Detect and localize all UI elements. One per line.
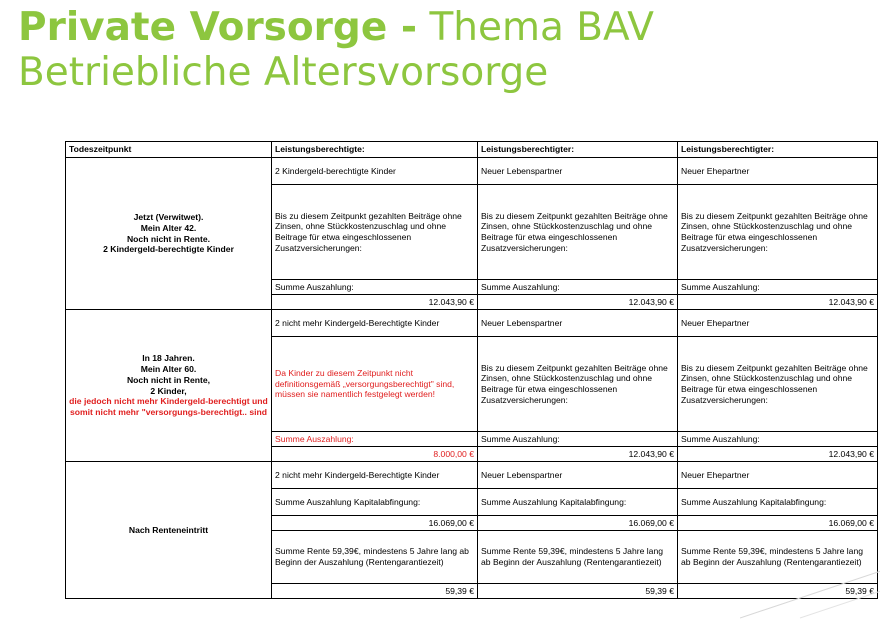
- lead-cell-now: [66, 158, 272, 310]
- bav-table: [65, 141, 878, 599]
- lead-line: Jetzt (Verwitwet).: [133, 212, 204, 223]
- condition-cell: Bis zu diesem Zeitpunkt gezahlten Beiträge ohne Zinsen, ohne Stückkostenzuschlag und ohne Beitrage für etwa eingeschlossenen Zusatzversicherungen:: [678, 337, 878, 432]
- lead-warning: die jedoch nicht mehr Kindergeld-berechtigt und somit nicht mehr "versorgungs-berechtigt.. sind: [69, 396, 268, 417]
- decorative-line: [740, 568, 880, 618]
- kapital-label: Summe Auszahlung Kapitalabfingung:: [272, 489, 478, 516]
- sum-label: Summe Auszahlung:: [678, 280, 878, 295]
- table-row: [66, 158, 878, 185]
- lead-line: Nach Renteneintritt: [128, 524, 209, 535]
- condition-cell: Bis zu diesem Zeitpunkt gezahlten Beiträge ohne Zinsen, ohne Stückkostenzuschlag und ohne Beitrage für etwa eingeschlossenen Zusatzversicherungen:: [478, 337, 678, 432]
- sum-value: 8.000,00 €: [272, 447, 478, 462]
- kapital-value: 16.069,00 €: [478, 516, 678, 531]
- decorative-lines: [740, 560, 880, 620]
- beneficiary-cell: 2 nicht mehr Kindergeld-Berechtigte Kinder: [272, 462, 478, 489]
- kapital-value: 16.069,00 €: [678, 516, 878, 531]
- beneficiary-cell: 2 nicht mehr Kindergeld-Berechtigte Kinder: [272, 310, 478, 337]
- table-row: [66, 310, 878, 337]
- beneficiary-cell: Neuer Lebenspartner: [478, 158, 678, 185]
- sum-value: 12.043,90 €: [678, 447, 878, 462]
- beneficiary-cell: Neuer Lebenspartner: [478, 310, 678, 337]
- header-cell: Leistungsberechtigte:: [272, 142, 478, 158]
- beneficiary-cell: Neuer Ehepartner: [678, 462, 878, 489]
- sum-label: Summe Auszahlung:: [478, 432, 678, 447]
- lead-cell-18-years: [66, 310, 272, 462]
- beneficiary-cell: 2 Kindergeld-berechtigte Kinder: [272, 158, 478, 185]
- rente-label: Summe Rente 59,39€, mindestens 5 Jahre lang ab Beginn der Auszahlung (Rentengarantiezeit): [678, 531, 878, 584]
- condition-cell: Bis zu diesem Zeitpunkt gezahlten Beiträge ohne Zinsen, ohne Stückkostenzuschlag und ohne Beitrage für etwa eingeschlossenen Zusatzversicherungen:: [678, 185, 878, 280]
- kapital-label: Summe Auszahlung Kapitalabfingung:: [678, 489, 878, 516]
- lead-line: Noch nicht in Rente.: [126, 233, 211, 244]
- rente-value: 59,39 €: [478, 584, 678, 599]
- title-line-2: Betriebliche Altersvorsorge: [18, 50, 549, 95]
- beneficiary-cell: Neuer Ehepartner: [678, 310, 878, 337]
- lead-cell-retirement: [66, 462, 272, 599]
- rente-label: Summe Rente 59,39€, mindestens 5 Jahre lang ab Beginn der Auszahlung (Rentengarantiezeit): [478, 531, 678, 584]
- condition-cell: Da Kinder zu diesem Zeitpunkt nicht definitionsgemäß „versorgungsberechtigt" sind, müssen sie namentlich festgelegt werden!: [272, 337, 478, 432]
- title-bold-part: Private Vorsorge -: [18, 5, 418, 50]
- decorative-line: [800, 588, 880, 618]
- title-regular-part: Thema BAV: [417, 5, 654, 50]
- kapital-value: 16.069,00 €: [272, 516, 478, 531]
- sum-value: 12.043,90 €: [478, 295, 678, 310]
- rente-value: 59,39 €: [678, 584, 878, 599]
- sum-label: Summe Auszahlung:: [478, 280, 678, 295]
- sum-label: Summe Auszahlung:: [272, 432, 478, 447]
- lead-line: Mein Alter 60.: [140, 364, 197, 375]
- table-row: [66, 462, 878, 489]
- condition-cell: Bis zu diesem Zeitpunkt gezahlten Beiträge ohne Zinsen, ohne Stückkostenzuschlag und ohne Beitrage für etwa eingeschlossenen Zusatzversicherungen:: [272, 185, 478, 280]
- lead-line: 2 Kinder,: [150, 385, 187, 396]
- sum-value: 12.043,90 €: [272, 295, 478, 310]
- lead-line: Noch nicht in Rente,: [126, 374, 211, 385]
- sum-label: Summe Auszahlung:: [272, 280, 478, 295]
- lead-line: Mein Alter 42.: [140, 222, 197, 233]
- rente-label: Summe Rente 59,39€, mindestens 5 Jahre lang ab Beginn der Auszahlung (Rentengarantiezeit): [272, 531, 478, 584]
- lead-line: In 18 Jahren.: [142, 353, 195, 364]
- lead-line: 2 Kindergeld-berechtigte Kinder: [103, 244, 234, 255]
- sum-value: 12.043,90 €: [478, 447, 678, 462]
- header-cell: Leistungsberechtigter:: [678, 142, 878, 158]
- beneficiary-cell: Neuer Lebenspartner: [478, 462, 678, 489]
- kapital-label: Summe Auszahlung Kapitalabfingung:: [478, 489, 678, 516]
- rente-value: 59,39 €: [272, 584, 478, 599]
- sum-value: 12.043,90 €: [678, 295, 878, 310]
- header-cell: Leistungsberechtigter:: [478, 142, 678, 158]
- condition-cell: Bis zu diesem Zeitpunkt gezahlten Beiträge ohne Zinsen, ohne Stückkostenzuschlag und ohne Beitrage für etwa eingeschlossenen Zusatzversicherungen:: [478, 185, 678, 280]
- title-line-1: [18, 5, 654, 50]
- header-row: [66, 142, 878, 158]
- slide-title: [18, 5, 654, 95]
- beneficiary-cell: Neuer Ehepartner: [678, 158, 878, 185]
- header-cell: Todeszeitpunkt: [66, 142, 272, 158]
- sum-label: Summe Auszahlung:: [678, 432, 878, 447]
